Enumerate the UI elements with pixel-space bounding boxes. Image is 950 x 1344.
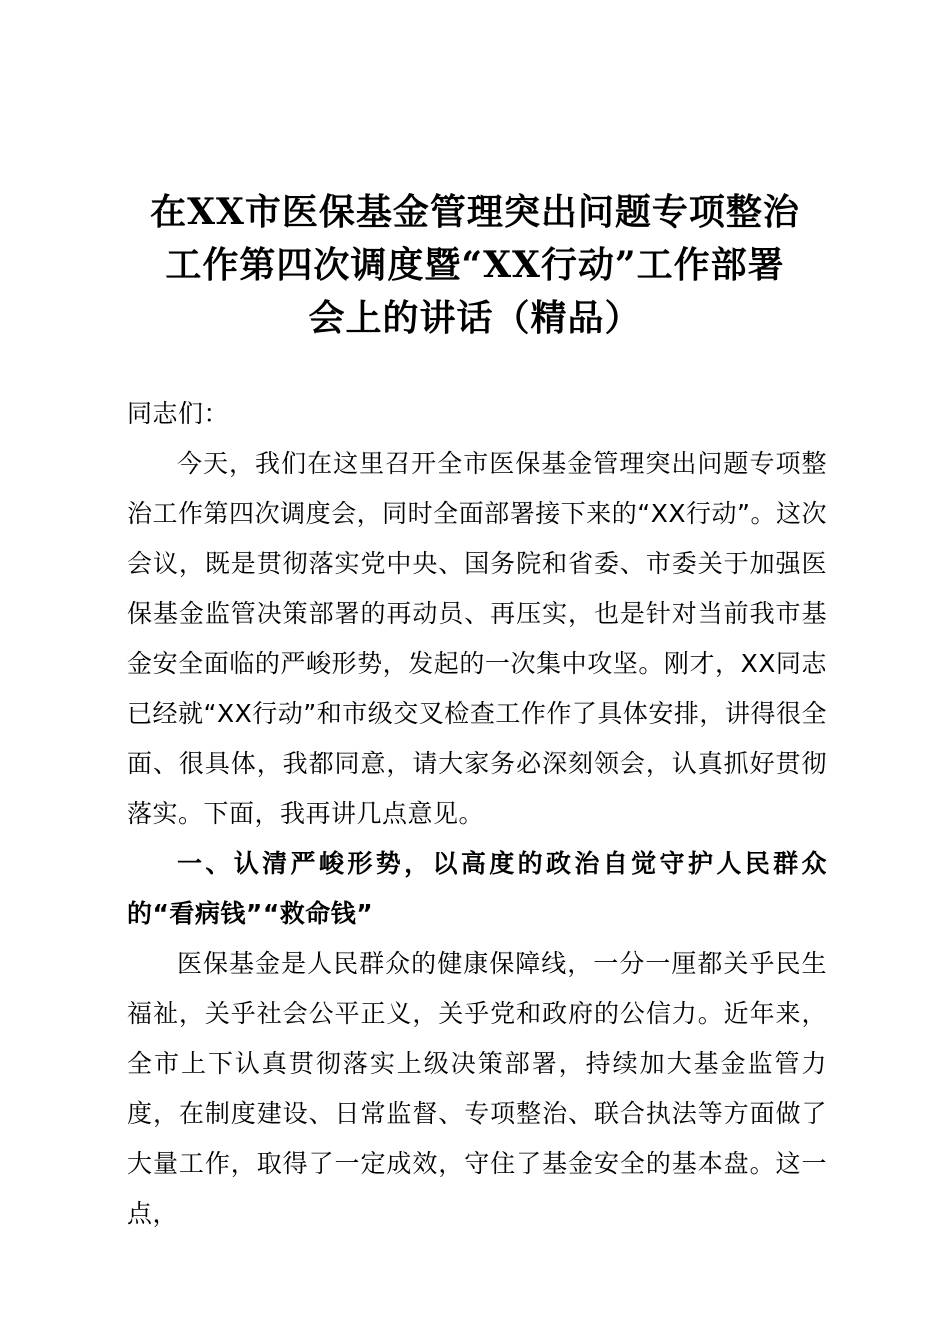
document-title bbox=[100, 186, 850, 345]
document-body bbox=[127, 389, 827, 1239]
paragraph-section-1: 医保基金是人民群众的健康保障线，一分一厘都关乎民生福祉，关乎社会公平正义，关乎党和政府的公信力。近年来，全市上下认真贯彻落实上级决策部署，持续加大基金监管力度，在制度建设、日常监督、专项整治、联合执法等方面做了大量工作，取得了一定成效，守住了基金安全的基本盘。这一点， bbox=[127, 949, 827, 1228]
title-line-3: 会上的讲话（精品） bbox=[308, 297, 642, 339]
section-heading-1: 一、认清严峻形势，以高度的政治自觉守护人民群众的“看病钱”“救命钱” bbox=[127, 849, 827, 928]
title-line-1: 在XX市医保基金管理突出问题专项整治 bbox=[150, 191, 800, 233]
paragraph-opening: 今天，我们在这里召开全市医保基金管理突出问题专项整治工作第四次调度会，同时全面部署接下来的“XX行动”。这次会议，既是贯彻落实党中央、国务院和省委、市委关于加强医保基金监管决策部署的再动员、再压实，也是针对当前我市基金安全面临的严峻形势，发起的一次集中攻坚。刚才，XX同志已经就“XX行动”和市级交叉检查工作作了具体安排，讲得很全面、很具体，我都同意，请大家务必深刻领会，认真抓好贯彻落实。下面，我再讲几点意见。 bbox=[127, 449, 827, 828]
salutation: 同志们： bbox=[127, 399, 230, 428]
title-line-2: 工作第四次调度暨“XX行动”工作部署 bbox=[165, 244, 785, 286]
